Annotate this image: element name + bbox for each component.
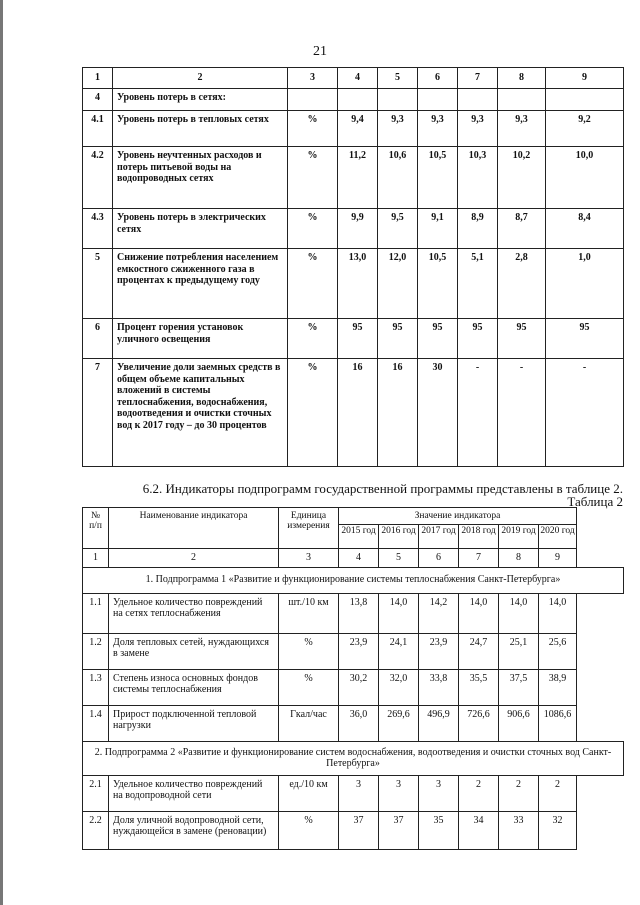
unit-cell: % <box>279 811 339 849</box>
value-cell: 2 <box>459 775 499 811</box>
value-cell: 95 <box>546 319 624 359</box>
table-row <box>83 633 624 669</box>
year-header: 2017 год <box>419 525 459 549</box>
unit-cell: % <box>288 359 338 467</box>
unit-cell: % <box>288 209 338 249</box>
index-cell: 6 <box>419 549 459 568</box>
indicator-name: Удельное количество повреждений на водопроводной сети <box>109 775 279 811</box>
row-number: 4.1 <box>83 111 113 147</box>
value-cell: 9,3 <box>378 111 418 147</box>
value-cell: 1086,6 <box>539 705 577 741</box>
program-title: 2. Подпрограмма 2 «Развитие и функционирование систем водоснабжения, водоотведения и очистки сточных вод Санкт-Петербурга» <box>83 741 624 775</box>
indicator-name: Уровень неучтенных расходов и потерь питьевой воды на водопроводных сетях <box>113 147 288 209</box>
value-cell: 9,3 <box>498 111 546 147</box>
unit-cell: % <box>279 669 339 705</box>
row-number: 1.4 <box>83 705 109 741</box>
value-cell: 8,4 <box>546 209 624 249</box>
indicator-name: Снижение потребления населением емкостного сжиженного газа в процентах к предыдущему году <box>113 249 288 319</box>
value-cell: 9,4 <box>338 111 378 147</box>
table2-header-row <box>83 508 624 525</box>
year-header: 2020 год <box>539 525 577 549</box>
value-cell: 9,2 <box>546 111 624 147</box>
table-row <box>83 359 624 467</box>
value-cell: 726,6 <box>459 705 499 741</box>
header-cell: 3 <box>288 68 338 89</box>
header-cell: 9 <box>546 68 624 89</box>
year-header: 2019 год <box>499 525 539 549</box>
value-cell: 34 <box>459 811 499 849</box>
value-cell: 95 <box>498 319 546 359</box>
value-cell: 95 <box>418 319 458 359</box>
table-row <box>83 319 624 359</box>
table1-header-row <box>83 68 624 89</box>
value-cell: 16 <box>378 359 418 467</box>
value-cell: 33 <box>499 811 539 849</box>
table-row <box>83 705 624 741</box>
value-cell: 11,2 <box>338 147 378 209</box>
scan-edge <box>0 0 3 905</box>
value-cell: 2 <box>539 775 577 811</box>
value-cell: 14,0 <box>499 593 539 633</box>
indicator-name: Уровень потерь в сетях: <box>113 89 288 111</box>
unit-cell: % <box>288 147 338 209</box>
value-cell: 95 <box>378 319 418 359</box>
value-cell: 36,0 <box>339 705 379 741</box>
row-number: 2.1 <box>83 775 109 811</box>
col-unit-header: Единица измерения <box>279 508 339 549</box>
value-cell: 10,3 <box>458 147 498 209</box>
value-cell: 35,5 <box>459 669 499 705</box>
header-cell: 5 <box>378 68 418 89</box>
indicator-name: Уровень потерь в электрических сетях <box>113 209 288 249</box>
value-cell: 496,9 <box>419 705 459 741</box>
value-cell: 13,8 <box>339 593 379 633</box>
row-number: 1.1 <box>83 593 109 633</box>
col-name-header: Наименование индикатора <box>109 508 279 549</box>
unit-cell: шт./10 км <box>279 593 339 633</box>
year-header: 2018 год <box>459 525 499 549</box>
index-cell: 3 <box>279 549 339 568</box>
value-cell: - <box>498 359 546 467</box>
page-number: 21 <box>313 44 327 59</box>
value-cell: 8,9 <box>458 209 498 249</box>
table-caption: Таблица 2 <box>567 494 623 509</box>
value-cell: 95 <box>458 319 498 359</box>
indicator-name: Прирост подключенной тепловой нагрузки <box>109 705 279 741</box>
value-cell: 30,2 <box>339 669 379 705</box>
unit-cell <box>288 89 338 111</box>
value-cell: 1,0 <box>546 249 624 319</box>
header-cell: 2 <box>113 68 288 89</box>
value-cell: 33,8 <box>419 669 459 705</box>
table-row <box>83 811 624 849</box>
row-number: 4.2 <box>83 147 113 209</box>
indicator-name: Процент горения установок уличного освещения <box>113 319 288 359</box>
header-cell: 6 <box>418 68 458 89</box>
value-cell: 37,5 <box>499 669 539 705</box>
index-cell: 7 <box>459 549 499 568</box>
col-value-header: Значение индикатора <box>339 508 577 525</box>
row-number: 1.2 <box>83 633 109 669</box>
value-cell: 14,2 <box>419 593 459 633</box>
row-number: 4 <box>83 89 113 111</box>
value-cell: 9,3 <box>418 111 458 147</box>
table-row <box>83 669 624 705</box>
table-row <box>83 775 624 811</box>
value-cell: 25,6 <box>539 633 577 669</box>
unit-cell: % <box>288 111 338 147</box>
value-cell: 16 <box>338 359 378 467</box>
value-cell <box>378 89 418 111</box>
value-cell: 12,0 <box>378 249 418 319</box>
value-cell: 3 <box>339 775 379 811</box>
unit-cell: % <box>288 319 338 359</box>
value-cell: 24,7 <box>459 633 499 669</box>
value-cell: 14,0 <box>539 593 577 633</box>
value-cell: 23,9 <box>419 633 459 669</box>
value-cell: 14,0 <box>459 593 499 633</box>
row-number: 2.2 <box>83 811 109 849</box>
value-cell: 95 <box>338 319 378 359</box>
subprogram-indicators-table <box>82 507 624 850</box>
value-cell: 10,6 <box>378 147 418 209</box>
table-row <box>83 147 624 209</box>
header-cell: 4 <box>338 68 378 89</box>
table-row <box>83 89 624 111</box>
row-number: 6 <box>83 319 113 359</box>
col-number-header: № п/п <box>83 508 109 549</box>
value-cell: 10,5 <box>418 249 458 319</box>
year-header: 2016 год <box>379 525 419 549</box>
table-row <box>83 593 624 633</box>
value-cell: 30 <box>418 359 458 467</box>
indicators-table-continued <box>82 67 624 467</box>
value-cell: 13,0 <box>338 249 378 319</box>
value-cell: - <box>546 359 624 467</box>
indicator-name: Удельное количество повреждений на сетях теплоснабжения <box>109 593 279 633</box>
value-cell: 2,8 <box>498 249 546 319</box>
unit-cell: % <box>288 249 338 319</box>
value-cell: 10,0 <box>546 147 624 209</box>
value-cell: 10,2 <box>498 147 546 209</box>
value-cell <box>338 89 378 111</box>
value-cell: 14,0 <box>379 593 419 633</box>
index-cell: 1 <box>83 549 109 568</box>
value-cell: 37 <box>379 811 419 849</box>
program-title: 1. Подпрограмма 1 «Развитие и функционирование системы теплоснабжения Санкт-Петербурга» <box>83 567 624 593</box>
table2-index-row <box>83 549 624 568</box>
program-row <box>83 567 624 593</box>
index-cell: 9 <box>539 549 577 568</box>
year-header: 2015 год <box>339 525 379 549</box>
value-cell: 9,1 <box>418 209 458 249</box>
value-cell: 8,7 <box>498 209 546 249</box>
value-cell <box>418 89 458 111</box>
header-cell: 8 <box>498 68 546 89</box>
value-cell: 32 <box>539 811 577 849</box>
value-cell: 23,9 <box>339 633 379 669</box>
value-cell: 9,5 <box>378 209 418 249</box>
indicator-name: Уровень потерь в тепловых сетях <box>113 111 288 147</box>
value-cell: 3 <box>379 775 419 811</box>
value-cell: 10,5 <box>418 147 458 209</box>
value-cell: - <box>458 359 498 467</box>
value-cell <box>546 89 624 111</box>
table-row <box>83 209 624 249</box>
unit-cell: ед./10 км <box>279 775 339 811</box>
indicator-name: Доля уличной водопроводной сети, нуждающейся в замене (реновации) <box>109 811 279 849</box>
indicator-name: Увеличение доли заемных средств в общем объеме капитальных вложений в системы теплоснабжения, водоснабжения, водоотведения и очистки сточных вод к 2017 году – до 30 процентов <box>113 359 288 467</box>
row-number: 7 <box>83 359 113 467</box>
unit-cell: Гкал/час <box>279 705 339 741</box>
value-cell: 24,1 <box>379 633 419 669</box>
row-number: 5 <box>83 249 113 319</box>
table-row <box>83 249 624 319</box>
indicator-name: Степень износа основных фондов системы теплоснабжения <box>109 669 279 705</box>
header-cell: 7 <box>458 68 498 89</box>
value-cell: 35 <box>419 811 459 849</box>
value-cell: 3 <box>419 775 459 811</box>
value-cell: 2 <box>499 775 539 811</box>
value-cell: 25,1 <box>499 633 539 669</box>
value-cell: 5,1 <box>458 249 498 319</box>
value-cell: 38,9 <box>539 669 577 705</box>
index-cell: 8 <box>499 549 539 568</box>
table-row <box>83 111 624 147</box>
value-cell <box>458 89 498 111</box>
value-cell: 9,9 <box>338 209 378 249</box>
indicator-name: Доля тепловых сетей, нуждающихся в замене <box>109 633 279 669</box>
value-cell: 269,6 <box>379 705 419 741</box>
value-cell <box>498 89 546 111</box>
section-title: 6.2. Индикаторы подпрограмм государственной программы представлены в таблице 2. <box>142 481 623 496</box>
row-number: 4.3 <box>83 209 113 249</box>
value-cell: 32,0 <box>379 669 419 705</box>
unit-cell: % <box>279 633 339 669</box>
row-number: 1.3 <box>83 669 109 705</box>
value-cell: 9,3 <box>458 111 498 147</box>
value-cell: 906,6 <box>499 705 539 741</box>
program-row <box>83 741 624 775</box>
index-cell: 4 <box>339 549 379 568</box>
value-cell: 37 <box>339 811 379 849</box>
index-cell: 2 <box>109 549 279 568</box>
index-cell: 5 <box>379 549 419 568</box>
header-cell: 1 <box>83 68 113 89</box>
